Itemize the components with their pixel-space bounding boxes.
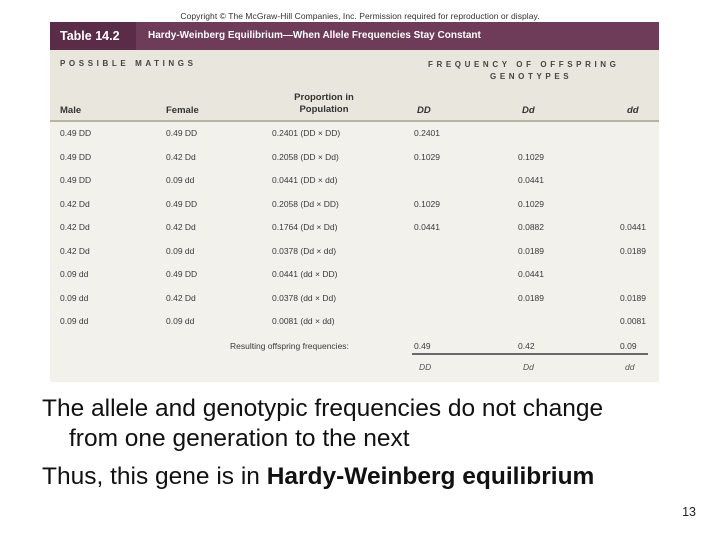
cell-female: 0.49 DD	[166, 198, 198, 209]
table-row	[50, 169, 659, 193]
cell-proportion: 0.2401 (DD × DD)	[272, 128, 341, 138]
cell-DD: 0.1029	[414, 198, 440, 209]
table-row	[50, 310, 659, 334]
table-row	[50, 263, 659, 287]
column-header-Dd: Dd	[522, 105, 535, 116]
cell-female: 0.09 dd	[166, 245, 195, 256]
cell-dd: 0.0189	[620, 292, 646, 303]
bullet-1-line-2: from one generation to the next	[69, 425, 410, 452]
cell-Dd: 0.0441	[518, 175, 544, 185]
footer-dd: dd	[625, 362, 635, 372]
cell-Dd: 0.1029	[518, 198, 544, 209]
cell-proportion: 0.0378 (Dd × dd)	[272, 245, 337, 256]
sum-divider	[412, 353, 648, 355]
table-title: Hardy-Weinberg Equilibrium—When Allele Frequencies Stay Constant	[148, 30, 481, 41]
table-number: Table 14.2	[50, 22, 136, 50]
table-row	[50, 216, 659, 240]
column-header-proportion-line2: Population	[299, 104, 349, 115]
column-header-proportion	[272, 92, 376, 116]
table-row	[50, 287, 659, 311]
column-header-female: Female	[166, 105, 199, 116]
cell-female: 0.09 dd	[166, 175, 195, 185]
group-header-frequency-line2: GENOTYPES	[490, 72, 573, 81]
cell-Dd: 0.0441	[518, 269, 544, 279]
bullet-2-prefix: Thus, this gene is in	[42, 463, 267, 490]
cell-Dd: 0.0189	[518, 245, 544, 256]
column-header-DD: DD	[417, 105, 431, 116]
cell-Dd: 0.0189	[518, 292, 544, 303]
result-Dd: 0.42	[518, 341, 535, 351]
cell-male: 0.42 Dd	[60, 198, 90, 209]
column-header-male: Male	[60, 105, 82, 116]
cell-proportion: 0.0441 (dd × DD)	[272, 269, 338, 279]
cell-proportion: 0.0081 (dd × dd)	[272, 316, 335, 326]
page-number: 13	[682, 505, 696, 519]
result-label: Resulting offspring frequencies:	[230, 341, 349, 351]
group-header-frequency	[428, 59, 658, 83]
cell-male: 0.49 DD	[60, 151, 92, 162]
cell-proportion: 0.0378 (dd × Dd)	[272, 292, 337, 303]
cell-female: 0.42 Dd	[166, 222, 196, 232]
cell-DD: 0.0441	[414, 222, 440, 232]
cell-proportion: 0.0441 (DD × dd)	[272, 175, 338, 185]
result-DD: 0.49	[414, 341, 431, 351]
table-row	[50, 146, 659, 170]
cell-female: 0.42 Dd	[166, 151, 196, 162]
table-title-bar	[50, 22, 659, 50]
cell-female: 0.49 DD	[166, 269, 198, 279]
cell-male: 0.42 Dd	[60, 245, 90, 256]
cell-dd: 0.0081	[620, 316, 646, 326]
cell-female: 0.49 DD	[166, 128, 198, 138]
cell-Dd: 0.1029	[518, 151, 544, 162]
cell-female: 0.09 dd	[166, 316, 195, 326]
bullet-allele-frequencies	[42, 394, 692, 454]
cell-dd: 0.0441	[620, 222, 646, 232]
footer-DD: DD	[419, 362, 432, 372]
table-row	[50, 122, 659, 146]
cell-DD: 0.2401	[414, 128, 440, 138]
cell-female: 0.42 Dd	[166, 292, 196, 303]
cell-male: 0.09 dd	[60, 292, 89, 303]
cell-male: 0.09 dd	[60, 269, 89, 279]
cell-male: 0.49 DD	[60, 128, 92, 138]
bullet-equilibrium	[42, 462, 692, 492]
cell-proportion: 0.2058 (Dd × DD)	[272, 198, 339, 209]
cell-DD: 0.1029	[414, 151, 440, 162]
table-row	[50, 193, 659, 217]
column-header-proportion-line1: Proportion in	[294, 92, 354, 103]
cell-dd: 0.0189	[620, 245, 646, 256]
cell-male: 0.42 Dd	[60, 222, 90, 232]
hardy-weinberg-table	[50, 22, 659, 382]
bullet-1-line-1: The allele and genotypic frequencies do not change	[42, 395, 604, 422]
group-header-matings: POSSIBLE MATINGS	[60, 59, 197, 68]
cell-male: 0.09 dd	[60, 316, 89, 326]
result-dd: 0.09	[620, 341, 637, 351]
table-row	[50, 240, 659, 264]
footer-Dd: Dd	[523, 362, 534, 372]
copyright-notice: Copyright © The McGraw-Hill Companies, Inc. Permission required for reproduction or display.	[180, 11, 540, 21]
cell-proportion: 0.1764 (Dd × Dd)	[272, 222, 338, 232]
cell-male: 0.49 DD	[60, 175, 92, 185]
table-body	[50, 122, 659, 382]
column-header-dd: dd	[627, 105, 639, 116]
group-header-frequency-line1: FREQUENCY OF OFFSPRING	[428, 60, 620, 69]
cell-Dd: 0.0882	[518, 222, 544, 232]
cell-proportion: 0.2058 (DD × Dd)	[272, 151, 339, 162]
bullet-2-emphasis: Hardy-Weinberg equilibrium	[266, 463, 595, 490]
